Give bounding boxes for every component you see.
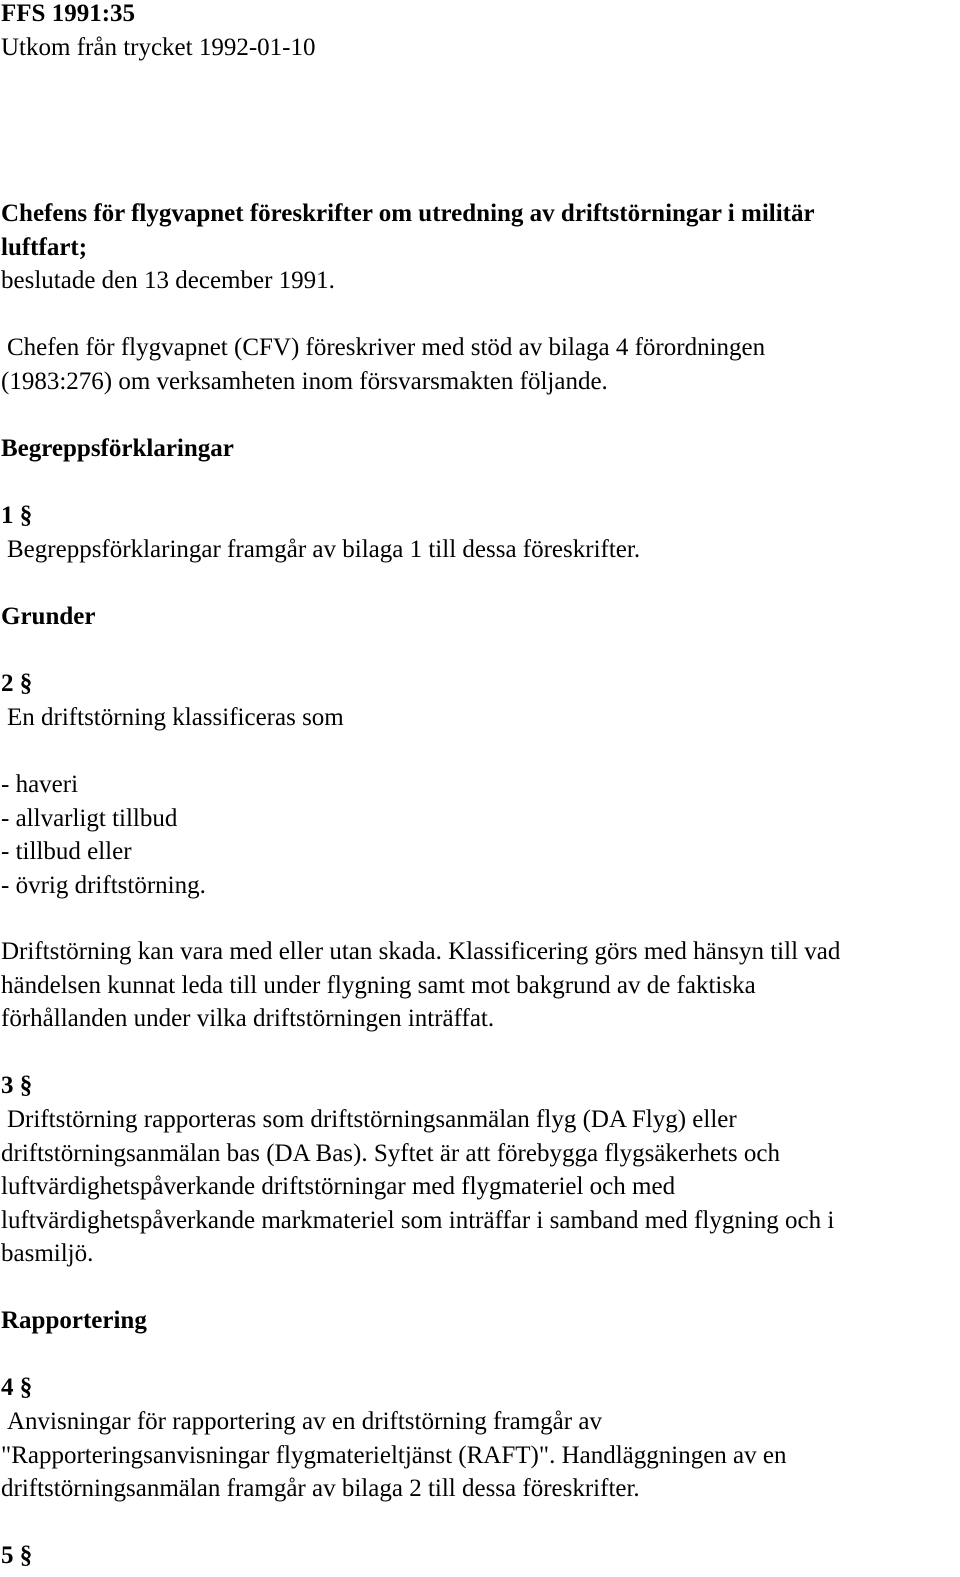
list-item: - allvarligt tillbud — [1, 804, 178, 832]
section-number: 4 — [1, 1374, 14, 1401]
section-number: 5 — [1, 1542, 14, 1569]
title-line-2: luftfart; — [1, 233, 88, 261]
publication-date: Utkom från trycket 1992-01-10 — [1, 33, 316, 61]
section-3-number — [1, 1069, 959, 1103]
section-sign-icon: § — [19, 1542, 33, 1569]
section-2-number — [1, 667, 959, 701]
document-header — [1, 0, 959, 64]
heading-grunder: Grunder — [1, 603, 96, 630]
section-number: 1 — [1, 502, 14, 529]
list-item: - tillbud eller — [1, 838, 132, 866]
section-2-text: En driftstörning klassificeras som — [7, 704, 344, 731]
section-sign-icon: § — [19, 1072, 33, 1099]
section-4-number — [1, 1371, 959, 1405]
intro-paragraph — [1, 331, 960, 398]
title-line-1: Chefens för flygvapnet föreskrifter om utredning av driftstörningar i militär — [1, 200, 815, 227]
classification-list — [1, 768, 959, 902]
heading-begreppsforklaringar: Begreppsförklaringar — [1, 435, 234, 462]
heading-rapportering: Rapportering — [1, 1307, 147, 1334]
section-3-text: Driftstörning rapporteras som driftstörningsanmälan flyg (DA Flyg) eller driftstörningsanmälan bas (DA Bas). Syftet är att förebygga flygsäkerhets och luftvärdighetspåverkande driftstörningar med flygmateriel och med luftvärdighetspåverkande markmateriel som inträffar i samband med flygning och i basmiljö. — [1, 1106, 835, 1268]
intro-line-1: Chefen för flygvapnet (CFV) föreskriver med stöd av bilaga 4 förordningen — [7, 334, 766, 361]
document-code: FFS 1991:35 — [1, 0, 136, 27]
section-2-paragraph: Driftstörning kan vara med eller utan skada. Klassificering görs med hänsyn till vad händelsen kunnat leda till under flygning samt mot bakgrund av de faktiska förhållanden under vilka driftstörningen inträffat. — [1, 938, 841, 1033]
decision-date: beslutade den 13 december 1991. — [1, 267, 335, 295]
section-number: 3 — [1, 1072, 14, 1099]
list-item: - övrig driftstörning. — [1, 871, 206, 899]
section-4-text: Anvisningar för rapportering av en driftstörning framgår av "Rapporteringsanvisningar flygmaterieltjänst (RAFT)". Handläggningen av en driftstörningsanmälan framgår av bilaga 2 till dessa föreskrifter. — [1, 1408, 787, 1503]
section-sign-icon: § — [19, 1374, 33, 1401]
section-sign-icon: § — [19, 670, 33, 697]
section-1-text: Begreppsförklaringar framgår av bilaga 1 till dessa föreskrifter. — [7, 536, 641, 563]
document-title — [1, 197, 959, 298]
section-1-number — [1, 499, 959, 533]
section-sign-icon: § — [19, 502, 33, 529]
section-number: 2 — [1, 670, 14, 697]
intro-line-2: (1983:276) om verksamheten inom försvarsmakten följande. — [1, 367, 608, 395]
list-item: - haveri — [1, 771, 79, 798]
section-5-number — [1, 1539, 959, 1573]
